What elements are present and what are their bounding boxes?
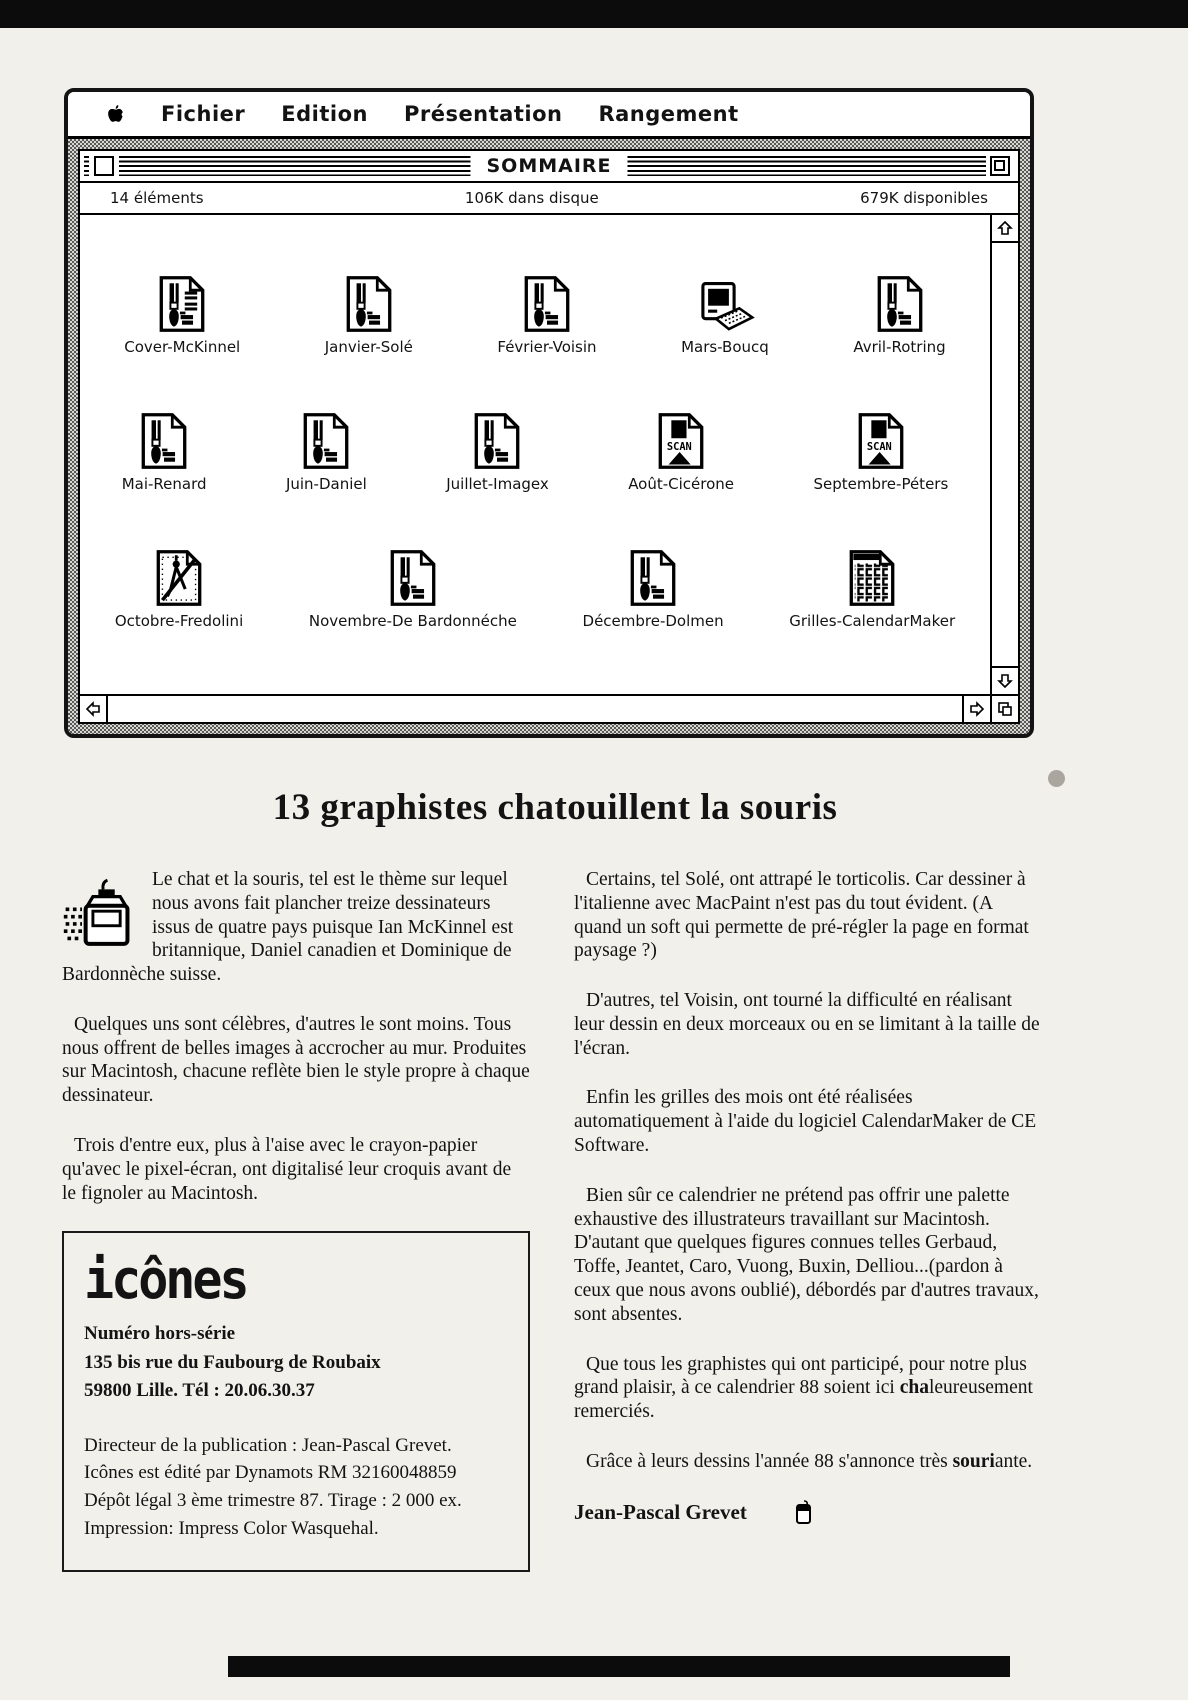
file-cover-mckinnel[interactable]	[124, 275, 240, 356]
file-label: Juin-Daniel	[285, 475, 367, 493]
imprint-line: Icônes est édité par Dynamots RM 32160048859	[84, 1462, 457, 1484]
file-label: Janvier-Solé	[324, 338, 413, 356]
infobox-line: 135 bis rue du Faubourg de Roubaix	[84, 1351, 381, 1373]
desktop	[68, 139, 1030, 734]
scroll-down-arrow-icon	[997, 673, 1013, 689]
zoom-box[interactable]	[990, 156, 1010, 176]
paragraph-text: leureusement remerciés.	[574, 1377, 1033, 1423]
file-label: Septembre-Péters	[813, 475, 949, 493]
hole-punch-mark	[1048, 770, 1065, 787]
macpaint-document-icon	[473, 412, 521, 470]
scan-document-icon	[857, 412, 905, 470]
file-label: Février-Voisin	[497, 338, 597, 356]
scroll-right-arrow-icon	[969, 701, 985, 717]
macpaint-document-icon	[389, 549, 437, 607]
file-label: Cover-McKinnel	[124, 338, 241, 356]
vertical-scrollbar[interactable]	[990, 215, 1018, 694]
macintosh-computer-icon	[695, 281, 755, 333]
scroll-down-button[interactable]	[992, 666, 1018, 694]
scroll-up-arrow-icon	[997, 220, 1013, 236]
file-octobre-fredolini[interactable]	[115, 549, 243, 630]
right-column	[574, 868, 1042, 1572]
author-signature: Jean-Pascal Grevet	[574, 1499, 747, 1524]
imprint	[84, 1432, 508, 1542]
file-avril-rotring[interactable]	[853, 275, 945, 356]
paragraph-text: Que tous les graphistes qui ont participé, pour notre plus grand plaisir, à ce calendrier 88 soient ici	[574, 1353, 1027, 1399]
scroll-up-button[interactable]	[992, 215, 1018, 243]
macpaint-document-icon	[140, 412, 188, 470]
disk-used: 106K dans disque	[464, 189, 599, 207]
macpaint-document-icon	[345, 275, 393, 333]
paragraph	[574, 1353, 1042, 1424]
signature-row	[574, 1500, 1042, 1526]
icon-row-3	[82, 549, 988, 630]
infobox-line: 59800 Lille. Tél : 20.06.30.37	[84, 1380, 315, 1402]
article-body	[62, 868, 1042, 1572]
close-box[interactable]	[94, 156, 114, 176]
file-label: Mai-Renard	[121, 475, 207, 493]
paragraph: D'autres, tel Voisin, ont tourné la difficulté en réalisant leur dessin en deux morceaux ou en se limitant à la taille de l'écran.	[574, 990, 1040, 1059]
paragraph	[62, 868, 530, 987]
icon-row-1	[82, 275, 988, 356]
paragraph: Certains, tel Solé, ont attrapé le torticolis. Car dessiner à l'italienne avec MacPaint n'est pas du tout évident. (A quand un soft qui permette de pré-régler la page en format paysage ?)	[574, 869, 1029, 962]
menu-edition[interactable]: Edition	[281, 102, 368, 126]
macpaint-document-icon	[302, 412, 350, 470]
publication-infobox	[62, 1231, 530, 1572]
macpaint-document-lines-icon	[158, 275, 206, 333]
apple-menu-icon[interactable]	[106, 104, 125, 125]
file-juin-daniel[interactable]	[286, 412, 367, 493]
macpaint-document-icon	[629, 549, 677, 607]
paragraph	[574, 1450, 1042, 1474]
scan-document-icon	[657, 412, 705, 470]
file-label: Octobre-Fredolini	[114, 612, 244, 630]
file-mai-renard[interactable]	[122, 412, 207, 493]
grow-icon	[997, 701, 1013, 717]
icon-area	[80, 215, 990, 694]
window-title: SOMMAIRE	[470, 155, 627, 177]
left-column	[62, 868, 530, 1572]
menu-fichier[interactable]: Fichier	[161, 102, 246, 126]
file-fevrier-voisin[interactable]	[497, 275, 596, 356]
article-title: 13 graphistes chatouillent la souris	[272, 787, 838, 828]
imprint-line: Dépôt légal 3 ème trimestre 87. Tirage : 2 000 ex.	[84, 1489, 462, 1511]
horizontal-scrollbar[interactable]	[80, 694, 1018, 722]
mac-screenshot	[64, 88, 1034, 738]
resize-box[interactable]	[990, 696, 1018, 722]
paragraph-text: Le chat et la souris, tel est le thème sur lequel nous avons fait plancher treize dessinateurs issus de quatre pays puisque Ian McKinnel est britannique, Daniel canadien et Dominique de Bardonnèche suisse.	[62, 869, 514, 986]
paragraph-text: ante.	[994, 1450, 1033, 1472]
calendar-grid-document-icon	[848, 549, 896, 607]
imprint-line: Impression: Impress Color Wasquehal.	[84, 1517, 379, 1539]
disk-free: 679K disponibles	[860, 189, 988, 207]
publisher-address	[84, 1320, 508, 1406]
paragraph-text: Grâce à leurs dessins l'année 88 s'annonce très	[586, 1450, 953, 1472]
infobox-line: Numéro hors-série	[84, 1323, 236, 1345]
file-label: Décembre-Dolmen	[582, 612, 724, 630]
file-mars-boucq[interactable]	[681, 281, 769, 356]
file-novembre-de-bardonneche[interactable]	[309, 549, 517, 630]
file-grilles-calendarmaker[interactable]	[789, 549, 955, 630]
paragraph: Bien sûr ce calendrier ne prétend pas offrir une palette exhaustive des illustrateurs travaillant sur Macintosh. D'autant que quelques figures connues telles Gerbaud, Toffe, Jeantet, Caro, Vuong, Buxin, Delliou...(pardon à ceux que nous avons oublié), débordés par d'autres travaux, sont absentes.	[574, 1184, 1039, 1325]
icones-logo: icônes	[84, 1248, 247, 1312]
stamp-icon	[62, 871, 142, 955]
file-label: Mars-Boucq	[681, 338, 769, 356]
icon-row-2	[82, 412, 988, 493]
file-label: Juillet-Imagex	[446, 475, 549, 493]
file-label: Grilles-CalendarMaker	[789, 612, 956, 630]
scroll-right-button[interactable]	[962, 696, 990, 722]
file-janvier-sole[interactable]	[325, 275, 413, 356]
file-decembre-dolmen[interactable]	[583, 549, 724, 630]
status-bar	[80, 183, 1018, 215]
horizontal-scroll-track[interactable]	[108, 696, 962, 722]
file-label: Novembre-De Bardonnéche	[308, 612, 517, 630]
macpaint-document-icon	[876, 275, 924, 333]
file-label: Août-Cicérone	[628, 475, 735, 493]
page-top-scan-bar	[0, 0, 1188, 28]
file-juillet-imagex[interactable]	[446, 412, 549, 493]
scroll-left-arrow-icon	[85, 701, 101, 717]
paragraph: Enfin les grilles des mois ont été réalisées automatiquement à l'aide du logiciel CalendarMaker de CE Software.	[574, 1087, 1037, 1157]
scroll-left-button[interactable]	[80, 696, 108, 722]
mouse-icon	[793, 1500, 815, 1526]
item-count: 14 éléments	[110, 189, 204, 207]
menu-rangement[interactable]: Rangement	[598, 102, 739, 126]
compass-document-icon	[155, 549, 203, 607]
imprint-line: Directeur de la publication : Jean-Pascal Grevet.	[84, 1434, 452, 1456]
menu-presentation[interactable]: Présentation	[403, 102, 563, 126]
bold-cha: cha	[899, 1377, 929, 1399]
file-aout-cicerone[interactable]	[628, 412, 734, 493]
file-label: Avril-Rotring	[853, 338, 946, 356]
window-title-bar[interactable]	[80, 151, 1018, 183]
paragraph: Trois d'entre eux, plus à l'aise avec le crayon-papier qu'avec le pixel-écran, ont digitalisé leur croquis avant de le fignoler au Macintosh.	[62, 1135, 512, 1204]
page-bottom-scan-bar	[228, 1656, 1010, 1677]
menu-bar	[68, 92, 1030, 139]
vertical-scroll-track[interactable]	[992, 243, 1018, 666]
paragraph: Quelques uns sont célèbres, d'autres le sont moins. Tous nous offrent de belles images à accrocher au mur. Produites sur Macintosh, chacune reflète bien le style propre à chaque dessinateur.	[62, 1013, 530, 1107]
macpaint-document-icon	[523, 275, 571, 333]
file-septembre-peters[interactable]	[813, 412, 948, 493]
finder-window	[78, 149, 1020, 724]
bold-souri: souri	[952, 1450, 995, 1472]
